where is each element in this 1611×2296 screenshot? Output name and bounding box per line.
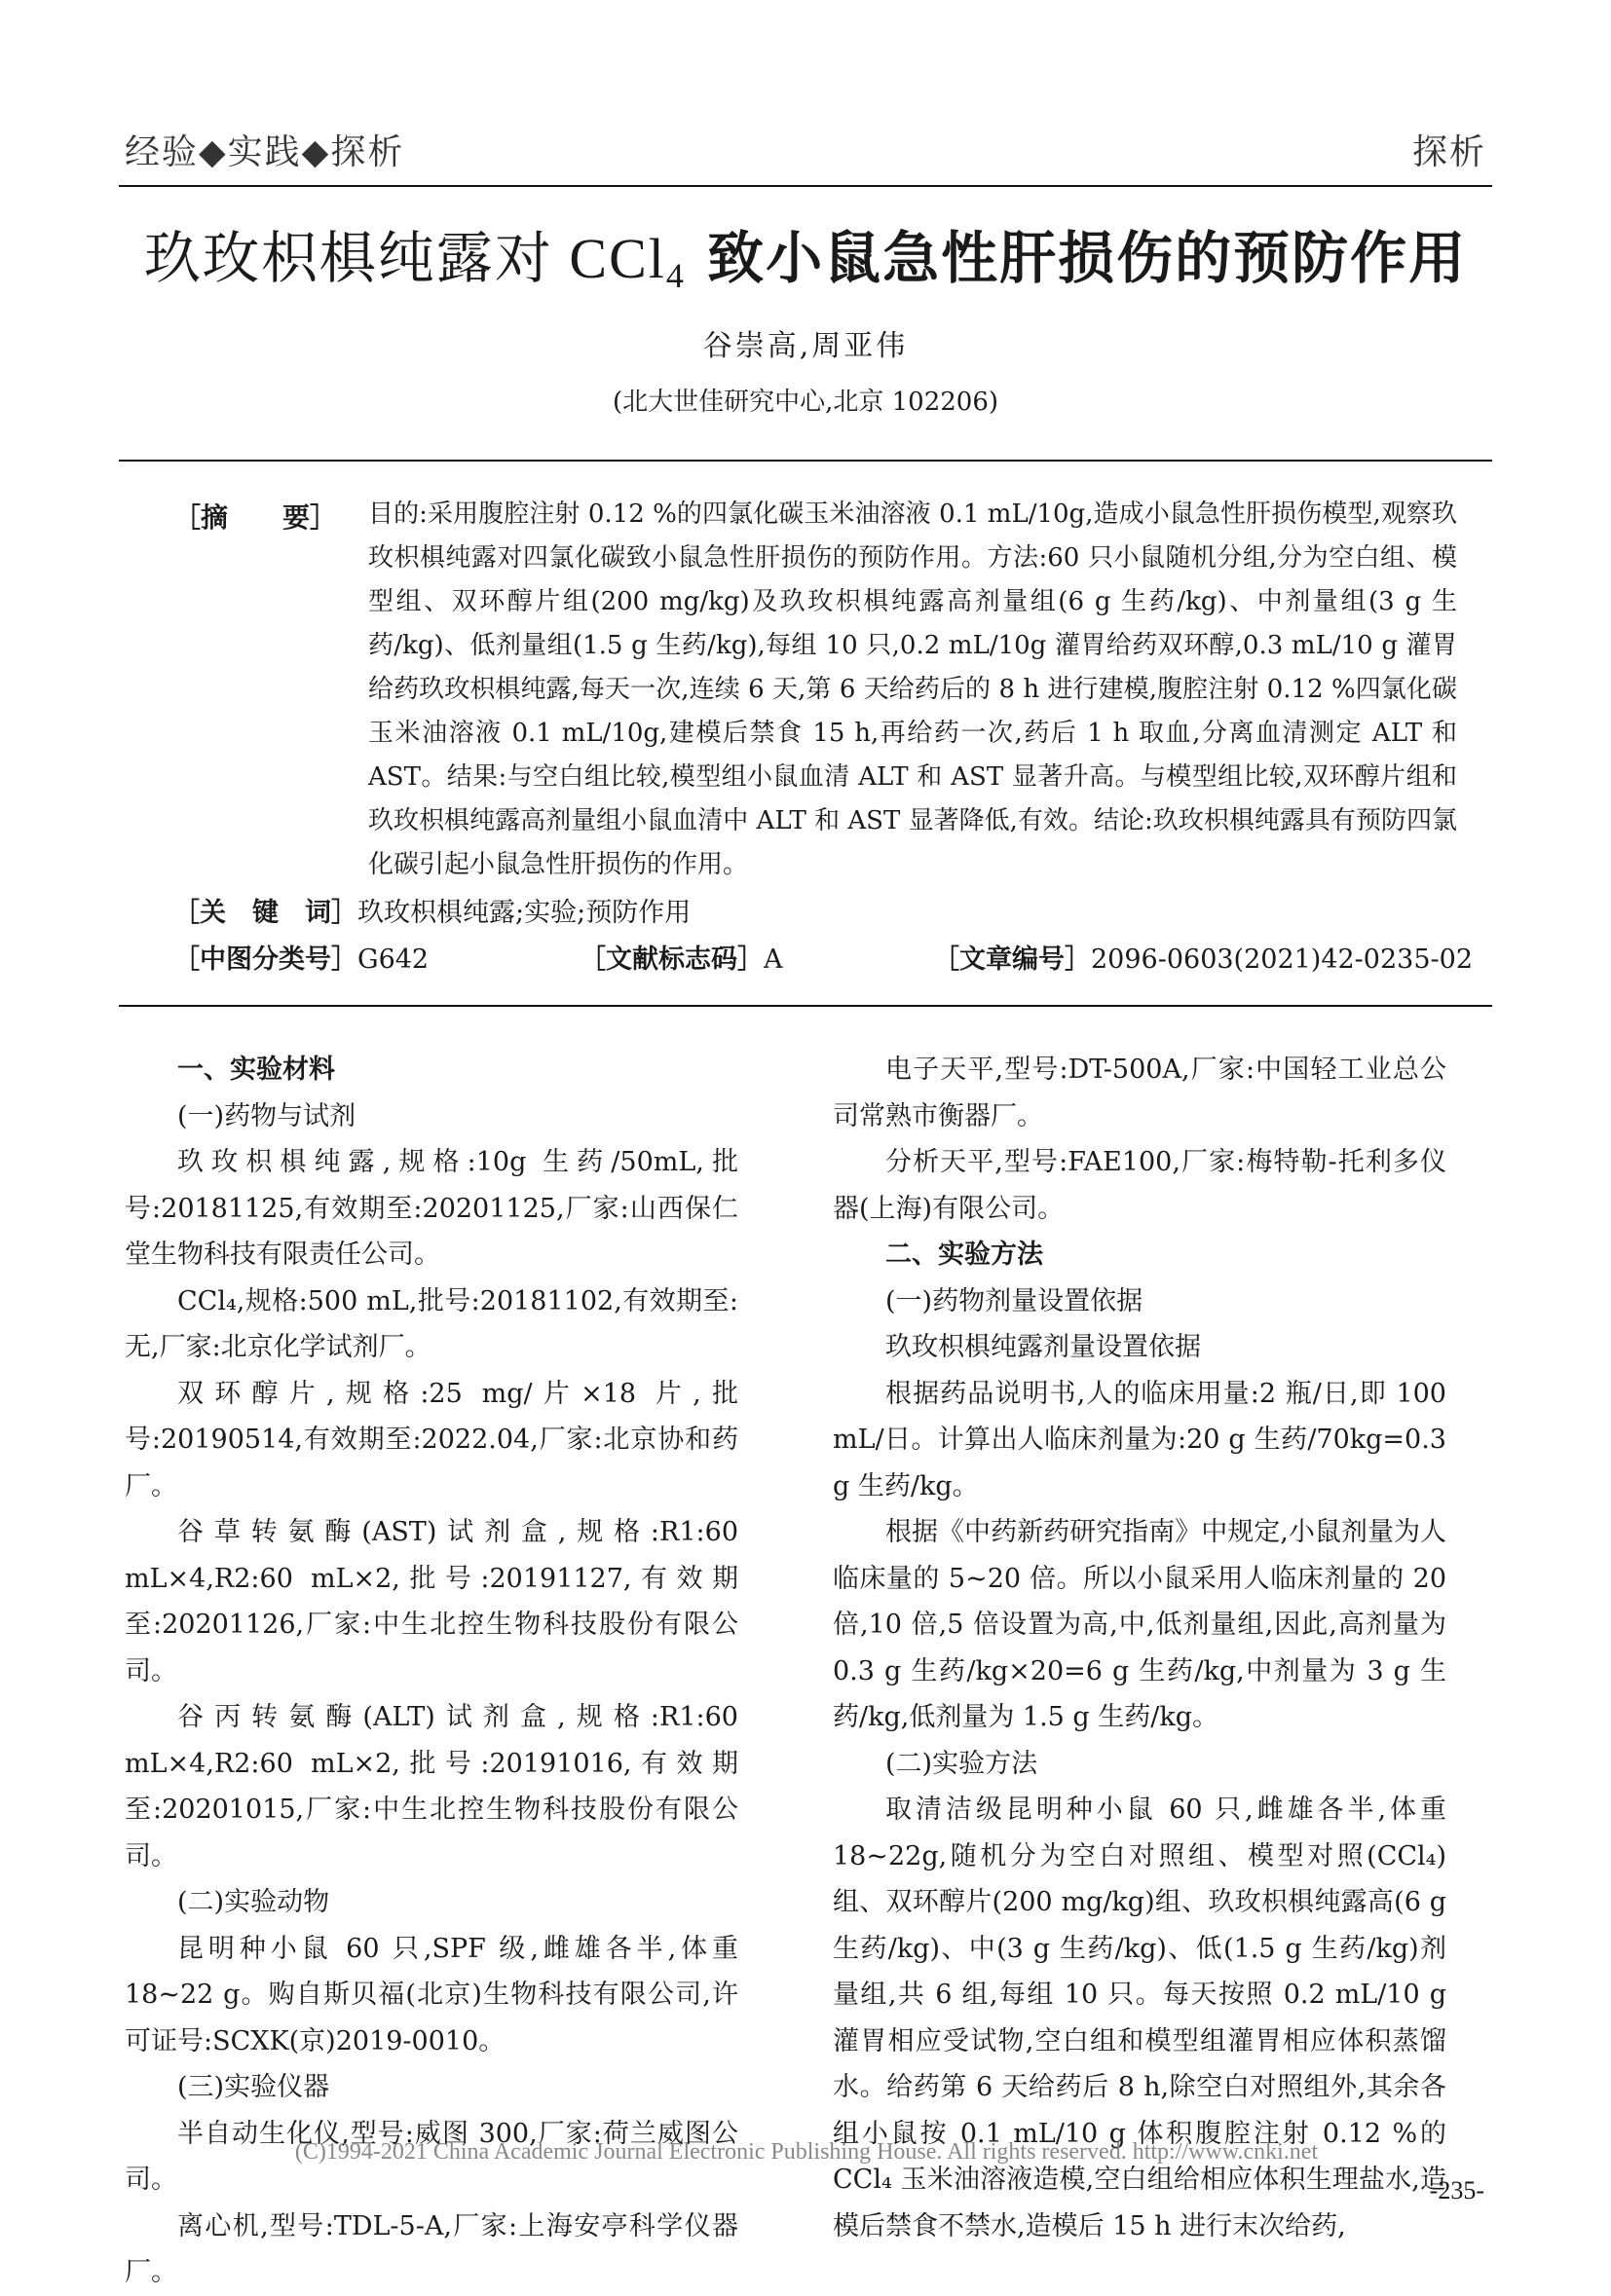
paragraph: 谷草转氨酶(AST)试剂盒,规格:R1:60 mL×4,R2:60 mL×2,批号:20191127,有效期至:20201126,厂家:中生北控生物科技股份有限公司。 <box>125 1517 738 1686</box>
paragraph: 离心机,型号:TDL-5-A,厂家:上海安亭科学仪器厂。 <box>125 2210 738 2287</box>
subsection-heading: (二)实验动物 <box>177 1887 330 1917</box>
subsection-heading: (一)药物剂量设置依据 <box>885 1285 1143 1316</box>
paragraph: 根据药品说明书,人的临床用量:2 瓶/日,即 100 mL/日。计算出人临床剂量为:20 g 生药/70kg=0.3 g 生药/kg。 <box>833 1378 1446 1501</box>
classification-value: G642 <box>357 944 430 975</box>
journal-column-title: 经验◆实践◆探析 <box>125 132 405 172</box>
section-label: 探析 <box>1411 132 1486 172</box>
paragraph: 谷丙转氨酶(ALT)试剂盒,规格:R1:60 mL×4,R2:60 mL×2,批号:20191016,有效期至:20201015,厂家:中生北控生物科技股份有限公司。 <box>125 1702 738 1871</box>
paragraph: 半自动生化仪,型号:威图 300,厂家:荷兰威图公司。 <box>125 2118 738 2195</box>
keywords-label: ［关 键 词］ <box>173 898 357 928</box>
article-no-row <box>933 938 1473 976</box>
subsection-heading: (二)实验方法 <box>885 1748 1038 1779</box>
body-column-left <box>125 1047 738 2296</box>
classification-label: ［中图分类号］ <box>173 944 357 975</box>
article-no-label: ［文章编号］ <box>933 944 1091 975</box>
doc-code-value: A <box>764 944 783 975</box>
body-column-right <box>833 1047 1446 2249</box>
abstract-text: 目的:采用腹腔注射 0.12 %的四氯化碳玉米油溶液 0.1 mL/10g,造成小鼠急性肝损伤模型,观察玖玫枳椇纯露对四氯化碳致小鼠急性肝损伤的预防作用。方法:60 只小鼠随机分组,分为空白组、模型组、双环醇片组(200 mg/kg)及玖玫枳椇纯露高剂量组(6 g 生药/kg)、中剂量组(3 g 生药/kg)、低剂量组(1.5 g 生药/kg),每组 10 只,0.2 mL/10g 灌胃给药双环醇,0.3 mL/10 g 灌胃给药玖玫枳椇纯露,每天一次,连续 6 天,第 6 天给药后的 8 h 进行建模,腹腔注射 0.12 %四氯化碳玉米油溶液 0.1 mL/10g,建模后禁食 15 h,再给药一次,药后 1 h 取血,分离血清测定 ALT 和 AST。结果:与空白组比较,模型组小鼠血清 ALT 和 AST 显著升高。与模型组比较,双环醇片组和玖玫枳椇纯露高剂量组小鼠血清中 ALT 和 AST 显著降低,有效。结论:玖玫枳椇纯露具有预防四氯化碳引起小鼠急性肝损伤的作用。 <box>368 500 1457 879</box>
abstract-bottom-rule <box>119 1005 1492 1007</box>
article-no-value: 2096-0603(2021)42-0235-02 <box>1091 944 1474 975</box>
paragraph: 玖玫枳椇纯露,规格:10g 生药/50mL,批号:20181125,有效期至:20201125,厂家:山西保仁堂生物科技有限责任公司。 <box>125 1147 738 1270</box>
title-part-1: 玖玫枳椇纯露对 CCl <box>143 227 666 290</box>
paragraph: 根据《中药新药研究指南》中规定,小鼠剂量为人临床量的 5~20 倍。所以小鼠采用人临床剂量的 20 倍,10 倍,5 倍设置为高,中,低剂量组,因此,高剂量为 0.3 g 生药/kg×20=6 g 生药/kg,中剂量为 3 g 生药/kg,低剂量为 1.5 g 生药/kg。 <box>833 1517 1446 1732</box>
title-subscript: 4 <box>665 256 686 295</box>
doc-code-row <box>580 938 783 976</box>
paragraph: 双环醇片,规格:25 mg/片×18 片,批号:20190514,有效期至:2022.04,厂家:北京协和药厂。 <box>125 1378 738 1501</box>
title-part-2: 致小鼠急性肝损伤的预防作用 <box>685 225 1468 291</box>
paragraph: 昆明种小鼠 60 只,SPF 级,雌雄各半,体重 18~22 g。购自斯贝福(北京)生物科技有限公司,许可证号:SCXK(京)2019-0010。 <box>125 1933 738 2056</box>
paragraph: 电子天平,型号:DT-500A,厂家:中国轻工业总公司常熟市衡器厂。 <box>833 1055 1446 1131</box>
paragraph: CCl₄,规格:500 mL,批号:20181102,有效期至:无,厂家:北京化学试剂厂。 <box>125 1285 738 1362</box>
abstract-top-rule <box>119 460 1492 462</box>
paragraph: 分析天平,型号:FAE100,厂家:梅特勒-托利多仪器(上海)有限公司。 <box>833 1147 1446 1224</box>
paragraph: 取清洁级昆明种小鼠 60 只,雌雄各半,体重 18~22g,随机分为空白对照组、模型对照(CCl₄)组、双环醇片(200 mg/kg)组、玖玫枳椇纯露高(6 g 生药/kg)、中(3 g 生药/kg)、低(1.5 g 生药/kg)剂量组,共 6 组,每组 10 只。每天按照 0.2 mL/10 g 灌胃相应受试物,空白组和模型组灌胃相应体积蒸馏水。给药第 6 天给药后 8 h,除空白对照组外,其余各组小鼠按 0.1 mL/10 g 体积腹腔注射 0.12 %的 CCl₄ 玉米油溶液造模,空白组给相应体积生理盐水,造模后禁食不禁水,造模后 15 h 进行末次给药, <box>833 1795 1446 2241</box>
keywords-row <box>173 891 691 929</box>
article-title <box>119 212 1492 296</box>
header-rule <box>119 185 1492 187</box>
classification-row <box>173 938 429 976</box>
doc-code-label: ［文献标志码］ <box>580 944 764 975</box>
keywords-value: 玖玫枳椇纯露;实验;预防作用 <box>357 898 692 928</box>
subsection-heading: (三)实验仪器 <box>177 2072 330 2102</box>
subsection-heading: 玖玫枳椇纯露剂量设置依据 <box>885 1332 1201 1362</box>
subsection-heading: (一)药物与试剂 <box>177 1100 356 1131</box>
affiliation: (北大世佳研究中心,北京 102206) <box>612 388 999 417</box>
authors: 谷崇高,周亚伟 <box>702 329 909 363</box>
abstract-label: ［摘 要］ <box>173 501 338 534</box>
section-heading: 一、实验材料 <box>177 1055 335 1085</box>
page-number: -235- <box>1429 2176 1484 2204</box>
section-heading: 二、实验方法 <box>885 1240 1043 1270</box>
copyright-notice: (C)1994-2021 China Academic Journal Electronic Publishing House. All rights reserved. http://www.cnki.net <box>294 2139 1319 2165</box>
